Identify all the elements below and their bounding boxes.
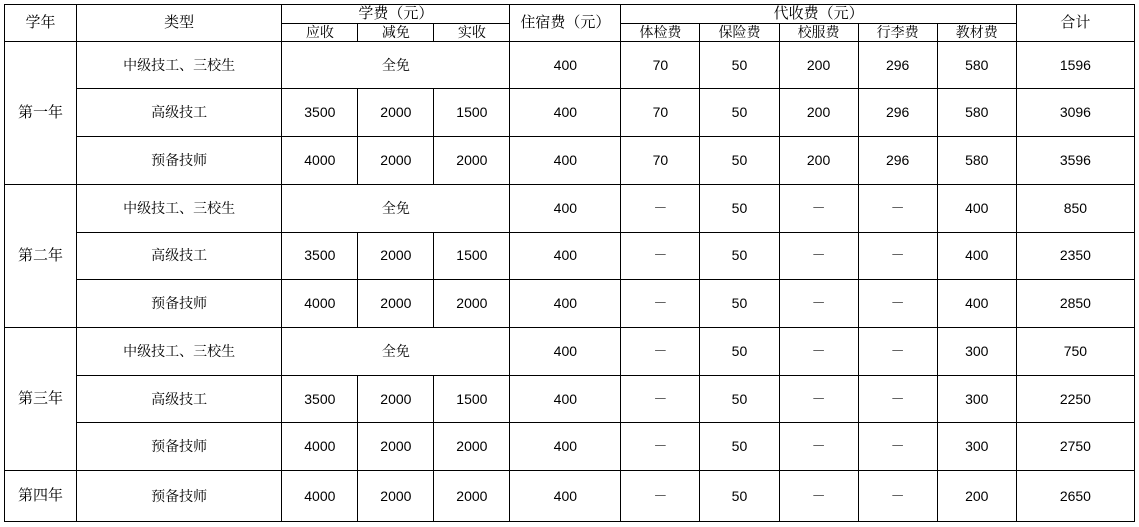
header-dorm: 住宿费（元） [510,5,621,42]
header-tuition-group: 学费（元） [282,5,510,24]
tuition-free-cell: 全免 [282,184,510,232]
medical-fee-cell: － [621,184,700,232]
header-total: 合计 [1016,5,1134,42]
insurance-fee-cell: 50 [700,470,779,521]
total-cell: 3596 [1016,137,1134,185]
total-cell: 850 [1016,184,1134,232]
type-cell: 高级技工 [76,89,281,137]
insurance-fee-cell: 50 [700,232,779,280]
type-cell: 预备技师 [76,423,281,471]
table-row [5,89,1135,137]
insurance-fee-cell: 50 [700,137,779,185]
total-cell: 2850 [1016,280,1134,328]
year-cell: 第一年 [5,41,77,184]
tuition-actual-cell: 2000 [434,137,510,185]
uniform-fee-cell: 200 [779,137,858,185]
table-row [5,375,1135,423]
textbook-fee-cell: 580 [937,41,1016,89]
luggage-fee-cell: － [858,470,937,521]
dorm-fee-cell: 400 [510,327,621,375]
medical-fee-cell: － [621,280,700,328]
type-cell: 预备技师 [76,137,281,185]
uniform-fee-cell: － [779,375,858,423]
textbook-fee-cell: 580 [937,137,1016,185]
dorm-fee-cell: 400 [510,184,621,232]
medical-fee-cell: － [621,327,700,375]
tuition-reduction-cell: 2000 [358,423,434,471]
tuition-actual-cell: 1500 [434,232,510,280]
total-cell: 2750 [1016,423,1134,471]
dorm-fee-cell: 400 [510,375,621,423]
uniform-fee-cell: 200 [779,41,858,89]
textbook-fee-cell: 580 [937,89,1016,137]
table-row [5,137,1135,185]
type-cell: 预备技师 [76,470,281,521]
dorm-fee-cell: 400 [510,137,621,185]
header-uniform-fee: 校服费 [779,24,858,42]
type-cell: 高级技工 [76,232,281,280]
uniform-fee-cell: － [779,280,858,328]
header-tuition-reduction: 减免 [358,24,434,42]
luggage-fee-cell: － [858,423,937,471]
header-row-1 [5,5,1135,24]
luggage-fee-cell: － [858,327,937,375]
tuition-receivable-cell: 4000 [282,280,358,328]
medical-fee-cell: 70 [621,89,700,137]
total-cell: 1596 [1016,41,1134,89]
insurance-fee-cell: 50 [700,327,779,375]
dorm-fee-cell: 400 [510,232,621,280]
textbook-fee-cell: 400 [937,280,1016,328]
table-row [5,327,1135,375]
tuition-receivable-cell: 3500 [282,89,358,137]
uniform-fee-cell: 200 [779,89,858,137]
uniform-fee-cell: － [779,184,858,232]
type-cell: 中级技工、三校生 [76,184,281,232]
insurance-fee-cell: 50 [700,89,779,137]
dorm-fee-cell: 400 [510,423,621,471]
luggage-fee-cell: 296 [858,41,937,89]
textbook-fee-cell: 300 [937,375,1016,423]
table-body [5,41,1135,521]
textbook-fee-cell: 400 [937,232,1016,280]
tuition-receivable-cell: 4000 [282,137,358,185]
header-medical-fee: 体检费 [621,24,700,42]
year-cell: 第二年 [5,184,77,327]
insurance-fee-cell: 50 [700,184,779,232]
uniform-fee-cell: － [779,423,858,471]
dorm-fee-cell: 400 [510,470,621,521]
type-cell: 高级技工 [76,375,281,423]
tuition-receivable-cell: 4000 [282,470,358,521]
luggage-fee-cell: － [858,184,937,232]
medical-fee-cell: － [621,470,700,521]
insurance-fee-cell: 50 [700,41,779,89]
type-cell: 中级技工、三校生 [76,327,281,375]
tuition-reduction-cell: 2000 [358,137,434,185]
header-textbook-fee: 教材费 [937,24,1016,42]
medical-fee-cell: － [621,232,700,280]
textbook-fee-cell: 300 [937,423,1016,471]
medical-fee-cell: 70 [621,41,700,89]
header-collect-group: 代收费（元） [621,5,1016,24]
medical-fee-cell: 70 [621,137,700,185]
luggage-fee-cell: 296 [858,89,937,137]
insurance-fee-cell: 50 [700,375,779,423]
total-cell: 2250 [1016,375,1134,423]
header-insurance-fee: 保险费 [700,24,779,42]
header-type: 类型 [76,5,281,42]
tuition-receivable-cell: 3500 [282,375,358,423]
total-cell: 2650 [1016,470,1134,521]
tuition-free-cell: 全免 [282,41,510,89]
tuition-receivable-cell: 3500 [282,232,358,280]
header-tuition-receivable: 应收 [282,24,358,42]
medical-fee-cell: － [621,423,700,471]
tuition-reduction-cell: 2000 [358,89,434,137]
table-row [5,470,1135,521]
tuition-actual-cell: 2000 [434,423,510,471]
medical-fee-cell: － [621,375,700,423]
total-cell: 2350 [1016,232,1134,280]
tuition-receivable-cell: 4000 [282,423,358,471]
table-row [5,423,1135,471]
dorm-fee-cell: 400 [510,89,621,137]
textbook-fee-cell: 300 [937,327,1016,375]
header-year: 学年 [5,5,77,42]
tuition-free-cell: 全免 [282,327,510,375]
tuition-reduction-cell: 2000 [358,470,434,521]
luggage-fee-cell: 296 [858,137,937,185]
uniform-fee-cell: － [779,327,858,375]
uniform-fee-cell: － [779,470,858,521]
table-row [5,280,1135,328]
tuition-actual-cell: 2000 [434,470,510,521]
fee-table [4,4,1135,522]
insurance-fee-cell: 50 [700,423,779,471]
table-header [5,5,1135,42]
luggage-fee-cell: － [858,375,937,423]
tuition-reduction-cell: 2000 [358,280,434,328]
type-cell: 预备技师 [76,280,281,328]
table-row [5,184,1135,232]
type-cell: 中级技工、三校生 [76,41,281,89]
luggage-fee-cell: － [858,280,937,328]
insurance-fee-cell: 50 [700,280,779,328]
total-cell: 3096 [1016,89,1134,137]
year-cell: 第三年 [5,327,77,470]
tuition-reduction-cell: 2000 [358,232,434,280]
table-row [5,41,1135,89]
tuition-reduction-cell: 2000 [358,375,434,423]
textbook-fee-cell: 400 [937,184,1016,232]
dorm-fee-cell: 400 [510,41,621,89]
year-cell: 第四年 [5,470,77,521]
uniform-fee-cell: － [779,232,858,280]
textbook-fee-cell: 200 [937,470,1016,521]
tuition-actual-cell: 2000 [434,280,510,328]
tuition-actual-cell: 1500 [434,375,510,423]
header-luggage-fee: 行李费 [858,24,937,42]
header-tuition-actual: 实收 [434,24,510,42]
luggage-fee-cell: － [858,232,937,280]
dorm-fee-cell: 400 [510,280,621,328]
table-row [5,232,1135,280]
tuition-actual-cell: 1500 [434,89,510,137]
total-cell: 750 [1016,327,1134,375]
